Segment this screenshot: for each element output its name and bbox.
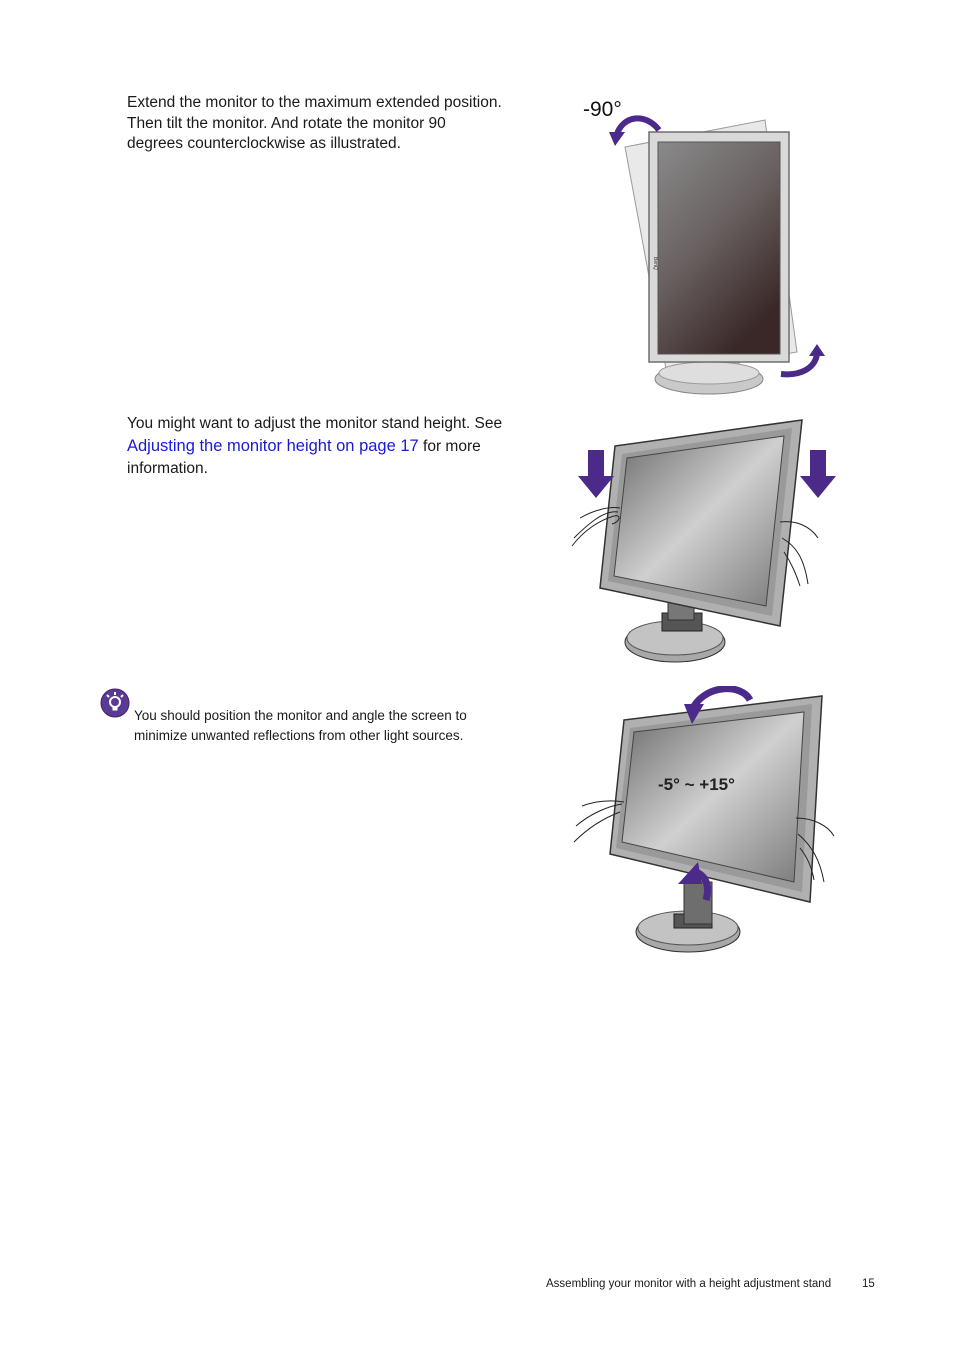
rotate-line-3: degrees counterclockwise as illustrated. [127, 135, 401, 152]
footer-section-title: Assembling your monitor with a height adjustment stand [546, 1278, 832, 1290]
height-line-3: information. [127, 460, 208, 477]
rotate-line-2: Then tilt the monitor. And rotate the monitor 90 [127, 114, 446, 132]
height-instructions [127, 413, 527, 480]
rotate-monitor-figure [575, 92, 835, 402]
height-line-1: You might want to adjust the monitor stand height. See [127, 415, 503, 432]
page-number: 15 [862, 1278, 875, 1290]
down-arrow-left [578, 450, 614, 498]
height-line-2 [127, 435, 527, 458]
height-adjust-figure [570, 418, 840, 668]
rotate-label: -90° [583, 98, 622, 121]
tip-note [134, 706, 534, 745]
adjust-height-link[interactable]: Adjusting the monitor height on page 17 [127, 437, 419, 455]
rotate-instructions [127, 93, 527, 155]
tip-line-1: You should position the monitor and angle the screen to [134, 708, 467, 723]
tip-line-2: minimize unwanted reflections from other light sources. [134, 727, 464, 743]
lightbulb-icon [100, 688, 130, 718]
tilt-arrow-top [694, 689, 750, 706]
down-arrow-right [800, 450, 836, 498]
rotate-line-1: Extend the monitor to the maximum extended position. [127, 94, 502, 111]
tilt-figure [570, 686, 840, 956]
tilt-label: -5° ~ +15° [658, 775, 735, 794]
height-after-link: for more [418, 438, 481, 455]
brand-logo: BenQ [652, 257, 658, 270]
